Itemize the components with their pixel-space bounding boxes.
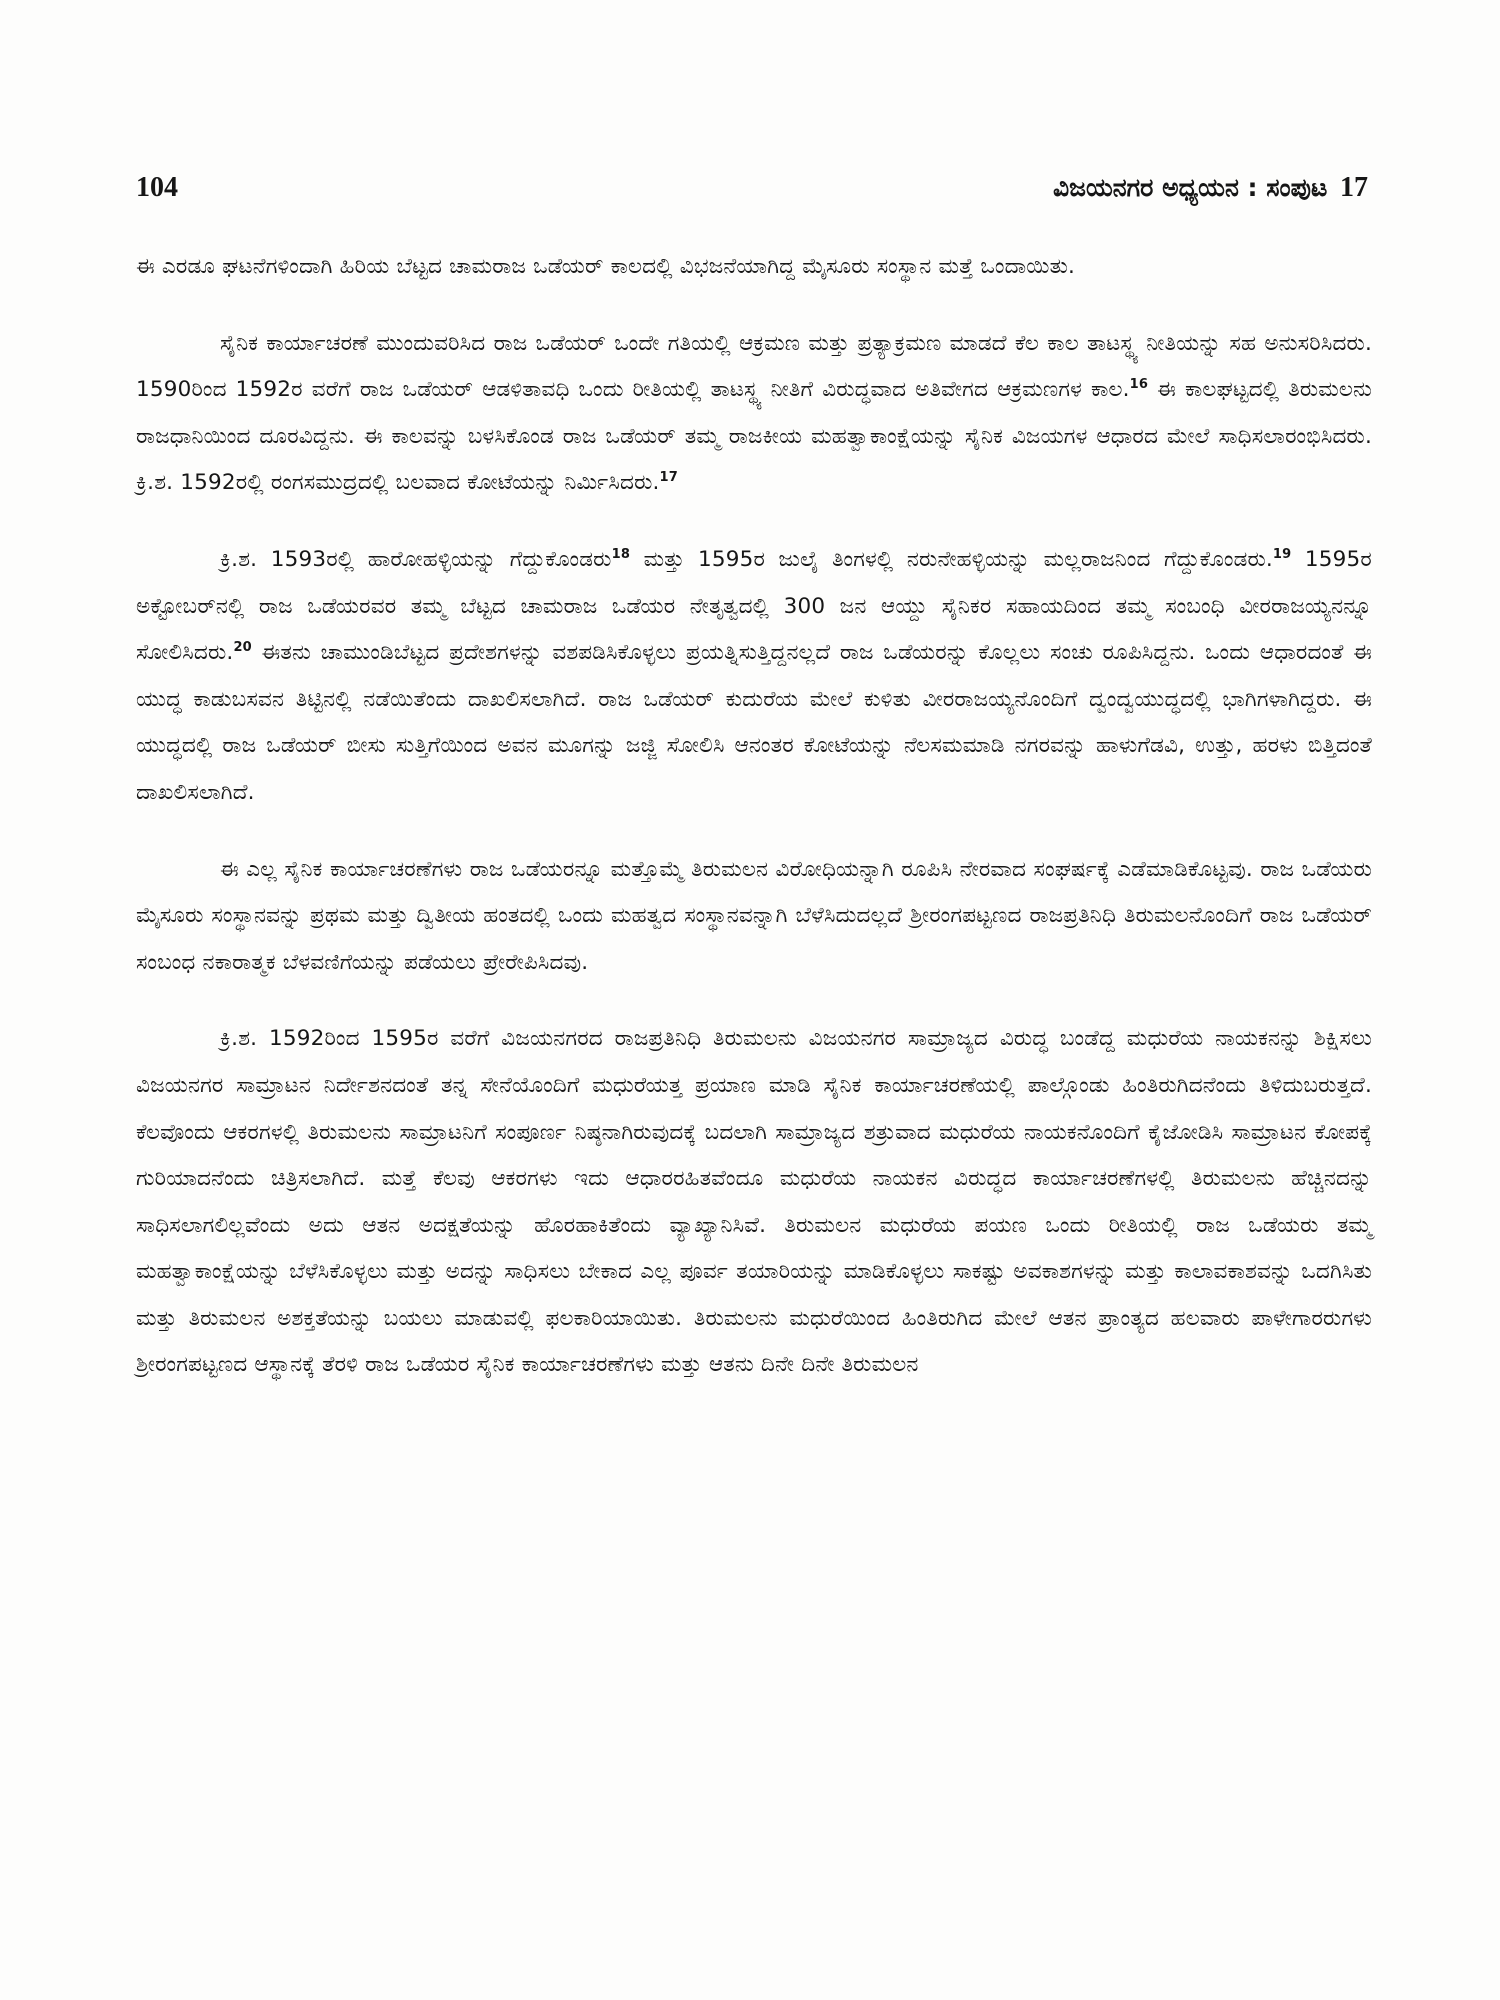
paragraph-text: ಸೈನಿಕ ಕಾರ್ಯಾಚರಣೆ ಮುಂದುವರಿಸಿದ ರಾಜ ಒಡೆಯರ್ ಒಂದೇ ಗತಿಯಲ್ಲಿ ಆಕ್ರಮಣ ಮತ್ತು ಪ್ರತ್ಯಾಕ್ರಮಣ ಮಾಡದೆ ಕೆಲ ಕಾಲ ತಾಟಸ್ಥ್ಯ ನೀತಿಯನ್ನು ಸಹ ಅನುಸರಿಸಿದರು. 1590ರಿಂದ 1592ರ ವರೆಗೆ ರಾಜ ಒಡೆಯರ್ ಆಡಳಿತಾವಧಿ ಒಂದು ರೀತಿಯಲ್ಲಿ ತಾಟಸ್ಥ್ಯ ನೀತಿಗೆ ವಿರುದ್ಧವಾದ ಅತಿವೇಗದ ಆಕ್ರಮಣಗಳ ಕಾಲ. xyxy=(136,330,1372,403)
paragraph xyxy=(136,321,1372,507)
paragraph xyxy=(136,847,1372,987)
paragraph-text: ಕ್ರಿ.ಶ. 1593ರಲ್ಲಿ ಹಾರೋಹಳ್ಳಿಯನ್ನು ಗೆದ್ದುಕೊಂಡರು xyxy=(220,546,612,572)
page-header xyxy=(136,168,1368,208)
paragraph-text: ಮತ್ತು 1595ರ ಜುಲೈ ತಿಂಗಳಲ್ಲಿ ನರುನೇಹಳ್ಳಿಯನ್ನು ಮಲ್ಲರಾಜನಿಂದ ಗೆದ್ದುಕೊಂಡರು. xyxy=(630,546,1273,572)
footnote-ref: 19 xyxy=(1272,546,1292,562)
paragraph-text: ಈ ಎರಡೂ ಘಟನೆಗಳಿಂದಾಗಿ ಹಿರಿಯ ಬೆಟ್ಟದ ಚಾಮರಾಜ ಒಡೆಯರ್ ಕಾಲದಲ್ಲಿ ವಿಭಜನೆಯಾಗಿದ್ದ ಮೈಸೂರು ಸಂಸ್ಥಾನ ಮತ್ತೆ ಒಂದಾಯಿತು. xyxy=(136,254,1076,279)
paragraph xyxy=(136,1016,1372,1389)
paragraph xyxy=(136,244,1372,291)
paragraph-text: ಈ ಕಾಲಘಟ್ಟದಲ್ಲಿ ತಿರುಮಲನು ರಾಜಧಾನಿಯಿಂದ ದೂರವಿದ್ದನು. ಈ ಕಾಲವನ್ನು ಬಳಸಿಕೊಂಡ ರಾಜ ಒಡೆಯರ್ ತಮ್ಮ ರಾಜಕೀಯ ಮಹತ್ವಾಕಾಂಕ್ಷೆಯನ್ನು ಸೈನಿಕ ವಿಜಯಗಳ ಆಧಾರದ ಮೇಲೆ ಸಾಧಿಸಲಾರಂಭಿಸಿದರು. ಕ್ರಿ.ಶ. 1592ರಲ್ಲಿ ರಂಗಸಮುದ್ರದಲ್ಲಿ ಬಲವಾದ ಕೋಟೆಯನ್ನು ನಿರ್ಮಿಸಿದರು. xyxy=(136,377,1372,496)
paragraph-text: 1595ರ ಅಕ್ಟೋಬರ್‌ನಲ್ಲಿ ರಾಜ ಒಡೆಯರವರ ತಮ್ಮ ಬೆಟ್ಟದ ಚಾಮರಾಜ ಒಡೆಯರ ನೇತೃತ್ವದಲ್ಲಿ 300 ಜನ ಆಯ್ದು ಸೈನಿಕರ ಸಹಾಯದಿಂದ ತಮ್ಮ ಸಂಬಂಧಿ ವೀರರಾಜಯ್ಯನನ್ನೂ ಸೋಲಿಸಿದರು. xyxy=(136,546,1372,666)
footnote-ref: 17 xyxy=(659,470,679,486)
paragraph-text: ಕ್ರಿ.ಶ. 1592ರಿಂದ 1595ರ ವರೆಗೆ ವಿಜಯನಗರದ ರಾಜಪ್ರತಿನಿಧಿ ತಿರುಮಲನು ವಿಜಯನಗರ ಸಾಮ್ರಾಜ್ಯದ ವಿರುದ್ಧ ಬಂಡೆದ್ದ ಮಧುರೆಯ ನಾಯಕನನ್ನು ಶಿಕ್ಷಿಸಲು ವಿಜಯನಗರ ಸಾಮ್ರಾಟನ ನಿರ್ದೇಶನದಂತೆ ತನ್ನ ಸೇನೆಯೊಂದಿಗೆ ಮಧುರೆಯತ್ತ ಪ್ರಯಾಣ ಮಾಡಿ ಸೈನಿಕ ಕಾರ್ಯಾಚರಣೆಯಲ್ಲಿ ಪಾಲ್ಗೊಂಡು ಹಿಂತಿರುಗಿದನೆಂದು ತಿಳಿದುಬರುತ್ತದೆ. ಕೆಲವೊಂದು ಆಕರಗಳಲ್ಲಿ ತಿರುಮಲನು ಸಾಮ್ರಾಟನಿಗೆ ಸಂಪೂರ್ಣ ನಿಷ್ಠನಾಗಿರುವುದಕ್ಕೆ ಬದಲಾಗಿ ಸಾಮ್ರಾಜ್ಯದ ಶತ್ರುವಾದ ಮಧುರೆಯ ನಾಯಕನೊಂದಿಗೆ ಕೈಜೋಡಿಸಿ ಸಾಮ್ರಾಟನ ಕೋಪಕ್ಕೆ ಗುರಿಯಾದನೆಂದು ಚಿತ್ರಿಸಲಾಗಿದೆ. ಮತ್ತೆ ಕೆಲವು ಆಕರಗಳು ಇದು ಆಧಾರರಹಿತವೆಂದೂ ಮಧುರೆಯ ನಾಯಕನ ವಿರುದ್ಧದ ಕಾರ್ಯಾಚರಣೆಗಳಲ್ಲಿ ತಿರುಮಲನು ಹೆಚ್ಚಿನದನ್ನು ಸಾಧಿಸಲಾಗಲಿಲ್ಲವೆಂದು ಅದು ಆತನ ಅದಕ್ಷತೆಯನ್ನು ಹೊರಹಾಕಿತೆಂದು ವ್ಯಾಖ್ಯಾನಿಸಿವೆ. ತಿರುಮಲನ ಮಧುರೆಯ ಪಯಣ ಒಂದು ರೀತಿಯಲ್ಲಿ ರಾಜ ಒಡೆಯರು ತಮ್ಮ ಮಹತ್ವಾಕಾಂಕ್ಷೆಯನ್ನು ಬೆಳೆಸಿಕೊಳ್ಳಲು ಮತ್ತು ಅದನ್ನು ಸಾಧಿಸಲು ಬೇಕಾದ ಎಲ್ಲ ಪೂರ್ವ ತಯಾರಿಯನ್ನು ಮಾಡಿಕೊಳ್ಳಲು ಸಾಕಷ್ಟು ಅವಕಾಶಗಳನ್ನು ಮತ್ತು ಕಾಲಾವಕಾಶವನ್ನು ಒದಗಿಸಿತು ಮತ್ತು ತಿರುಮಲನ ಅಶಕ್ತತೆಯನ್ನು ಬಯಲು ಮಾಡುವಲ್ಲಿ ಫಲಕಾರಿಯಾಯಿತು. ತಿರುಮಲನು ಮಧುರೆಯಿಂದ ಹಿಂತಿರುಗಿದ ಮೇಲೆ ಆತನ ಪ್ರಾಂತ್ಯದ ಹಲವಾರು ಪಾಳೇಗಾರರುಗಳು ಶ್ರೀರಂಗಪಟ್ಟಣದ ಆಸ್ಥಾನಕ್ಕೆ ತೆರಳಿ ರಾಜ ಒಡೆಯರ ಸೈನಿಕ ಕಾರ್ಯಾಚರಣೆಗಳು ಮತ್ತು ಆತನು ದಿನೇ ದಿನೇ ತಿರುಮಲನ xyxy=(136,1026,1372,1378)
running-title-text: ವಿಜಯನಗರ ಅಧ್ಯಯನ : ಸಂಪುಟ xyxy=(1053,173,1328,202)
footnote-ref: 18 xyxy=(611,546,631,562)
paragraph-text: ಈ ಎಲ್ಲ ಸೈನಿಕ ಕಾರ್ಯಾಚರಣೆಗಳು ರಾಜ ಒಡೆಯರನ್ನೂ ಮತ್ತೊಮ್ಮೆ ತಿರುಮಲನ ವಿರೋಧಿಯನ್ನಾಗಿ ರೂಪಿಸಿ ನೇರವಾದ ಸಂಘರ್ಷಕ್ಕೆ ಎಡೆಮಾಡಿಕೊಟ್ಟವು. ರಾಜ ಒಡೆಯರು ಮೈಸೂರು ಸಂಸ್ಥಾನವನ್ನು ಪ್ರಥಮ ಮತ್ತು ದ್ವಿತೀಯ ಹಂತದಲ್ಲಿ ಒಂದು ಮಹತ್ವದ ಸಂಸ್ಥಾನವನ್ನಾಗಿ ಬೆಳೆಸಿದುದಲ್ಲದೆ ಶ್ರೀರಂಗಪಟ್ಟಣದ ರಾಜಪ್ರತಿನಿಧಿ ತಿರುಮಲನೊಂದಿಗೆ ರಾಜ ಒಡೆಯರ್ ಸಂಬಂಧ ನಕಾರಾತ್ಮಕ ಬೆಳವಣಿಗೆಯನ್ನು ಪಡೆಯಲು ಪ್ರೇರೇಪಿಸಿದವು. xyxy=(136,856,1372,975)
body-text xyxy=(136,244,1372,1419)
paragraph xyxy=(136,537,1372,817)
paragraph-text: ಈತನು ಚಾಮುಂಡಿಬೆಟ್ಟದ ಪ್ರದೇಶಗಳನ್ನು ವಶಪಡಿಸಿಕೊಳ್ಳಲು ಪ್ರಯತ್ನಿಸುತ್ತಿದ್ದನಲ್ಲದೆ ರಾಜ ಒಡೆಯರನ್ನು ಕೊಲ್ಲಲು ಸಂಚು ರೂಪಿಸಿದ್ದನು. ಒಂದು ಆಧಾರದಂತೆ ಈ ಯುದ್ಧ ಕಾಡುಬಸವನ ತಿಟ್ಟಿನಲ್ಲಿ ನಡೆಯಿತೆಂದು ದಾಖಲಿಸಲಾಗಿದೆ. ರಾಜ ಒಡೆಯರ್ ಕುದುರೆಯ ಮೇಲೆ ಕುಳಿತು ವೀರರಾಜಯ್ಯನೊಂದಿಗೆ ದ್ವಂದ್ವಯುದ್ಧದಲ್ಲಿ ಭಾಗಿಗಳಾಗಿದ್ದರು. ಈ ಯುದ್ಧದಲ್ಲಿ ರಾಜ ಒಡೆಯರ್ ಬೀಸು ಸುತ್ತಿಗೆಯಿಂದ ಅವನ ಮೂಗನ್ನು ಜಜ್ಜಿ ಸೋಲಿಸಿ ಆನಂತರ ಕೋಟೆಯನ್ನು ನೆಲಸಮಮಾಡಿ ನಗರವನ್ನು ಹಾಳುಗೆಡವಿ, ಉತ್ತು, ಹರಳು ಬಿತ್ತಿದಂತೆ ದಾಖಲಿಸಲಾಗಿದೆ. xyxy=(136,640,1372,805)
volume-number: 17 xyxy=(1340,172,1368,203)
footnote-ref: 16 xyxy=(1129,377,1149,393)
footnote-ref: 20 xyxy=(233,640,252,655)
page-number: 104 xyxy=(136,172,178,203)
running-title xyxy=(1053,172,1368,204)
